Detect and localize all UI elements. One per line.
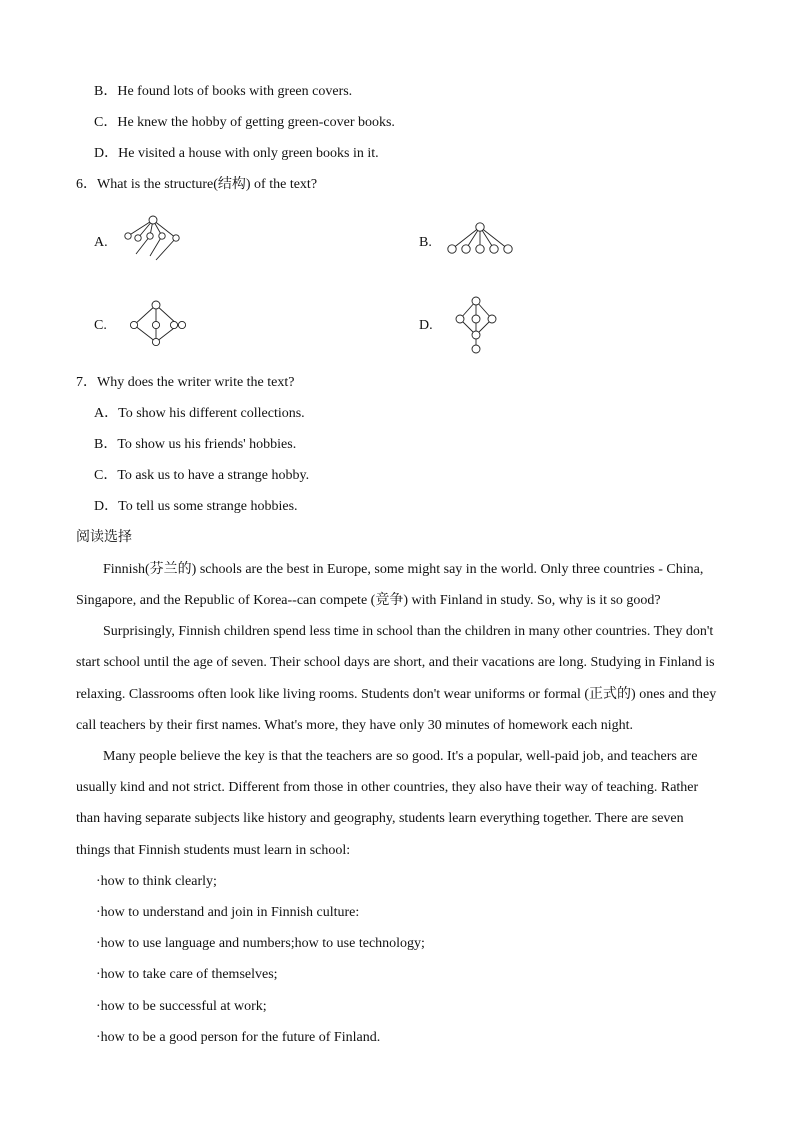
q7-option-c: C．To ask us to have a strange hobby.	[94, 468, 310, 483]
structure-tree-a-icon	[120, 212, 186, 264]
list-item: ·how to use language and numbers;how to use technology;	[96, 936, 425, 951]
list-item: ·how to understand and join in Finnish culture:	[96, 905, 360, 920]
q5-option-c: C．He knew the hobby of getting green-cover books.	[94, 115, 395, 130]
q7-option-d: D．To tell us some strange hobbies.	[94, 499, 298, 514]
passage-p2-line-4: call teachers by their first names. What's more, they have only 30 minutes of homework each night.	[76, 718, 634, 733]
q7-stem: 7．Why does the writer write the text?	[76, 375, 295, 390]
passage-p2-line-1: Surprisingly, Finnish children spend less time in school than the children in many other countries. They don't	[103, 624, 714, 639]
q7-option-a: A．To show his different collections.	[94, 406, 305, 421]
q6-option-d-label: D.	[419, 318, 433, 333]
q6-option-c-label: C.	[94, 318, 107, 333]
structure-tree-b-icon	[445, 220, 515, 256]
passage-p3-line-2: usually kind and not strict. Different from those in other countries, they also have their way of teaching. Rather	[76, 780, 699, 795]
passage-p3-line-3: than having separate subjects like history and geography, students learn everything together. There are seven	[76, 811, 684, 826]
passage-p2-line-2: start school until the age of seven. Their school days are short, and their vacations are long. Studying in Finland is	[76, 655, 715, 670]
section-title: 阅读选择	[76, 530, 132, 545]
structure-tree-c-icon	[126, 298, 188, 348]
passage-p3-line-4: things that Finnish students must learn in school:	[76, 843, 351, 858]
passage-p3-line-1: Many people believe the key is that the teachers are so good. It's a popular, well-paid job, and teachers are	[103, 749, 698, 764]
q7-option-b: B．To show us his friends' hobbies.	[94, 437, 297, 452]
list-item: ·how to be successful at work;	[96, 999, 267, 1014]
q6-stem: 6．What is the structure(结构) of the text?	[76, 177, 318, 192]
q5-option-d: D．He visited a house with only green books in it.	[94, 146, 379, 161]
list-item: ·how to take care of themselves;	[96, 967, 278, 982]
passage-p1-line-2: Singapore, and the Republic of Korea--can compete (竞争) with Finland in study. So, why is it so good?	[76, 593, 661, 608]
q6-option-a-label: A.	[94, 235, 108, 250]
passage-p1-line-1: Finnish(芬兰的) schools are the best in Europe, some might say in the world. Only three countries - China,	[103, 562, 704, 577]
structure-tree-d-icon	[452, 294, 500, 356]
passage-p2-line-3: relaxing. Classrooms often look like living rooms. Students don't wear uniforms or formal (正式的) ones and they	[76, 687, 717, 702]
q6-option-b-label: B.	[419, 235, 432, 250]
list-item: ·how to be a good person for the future of Finland.	[96, 1030, 381, 1045]
q5-option-b: B．He found lots of books with green covers.	[94, 84, 353, 99]
list-item: ·how to think clearly;	[96, 874, 217, 889]
